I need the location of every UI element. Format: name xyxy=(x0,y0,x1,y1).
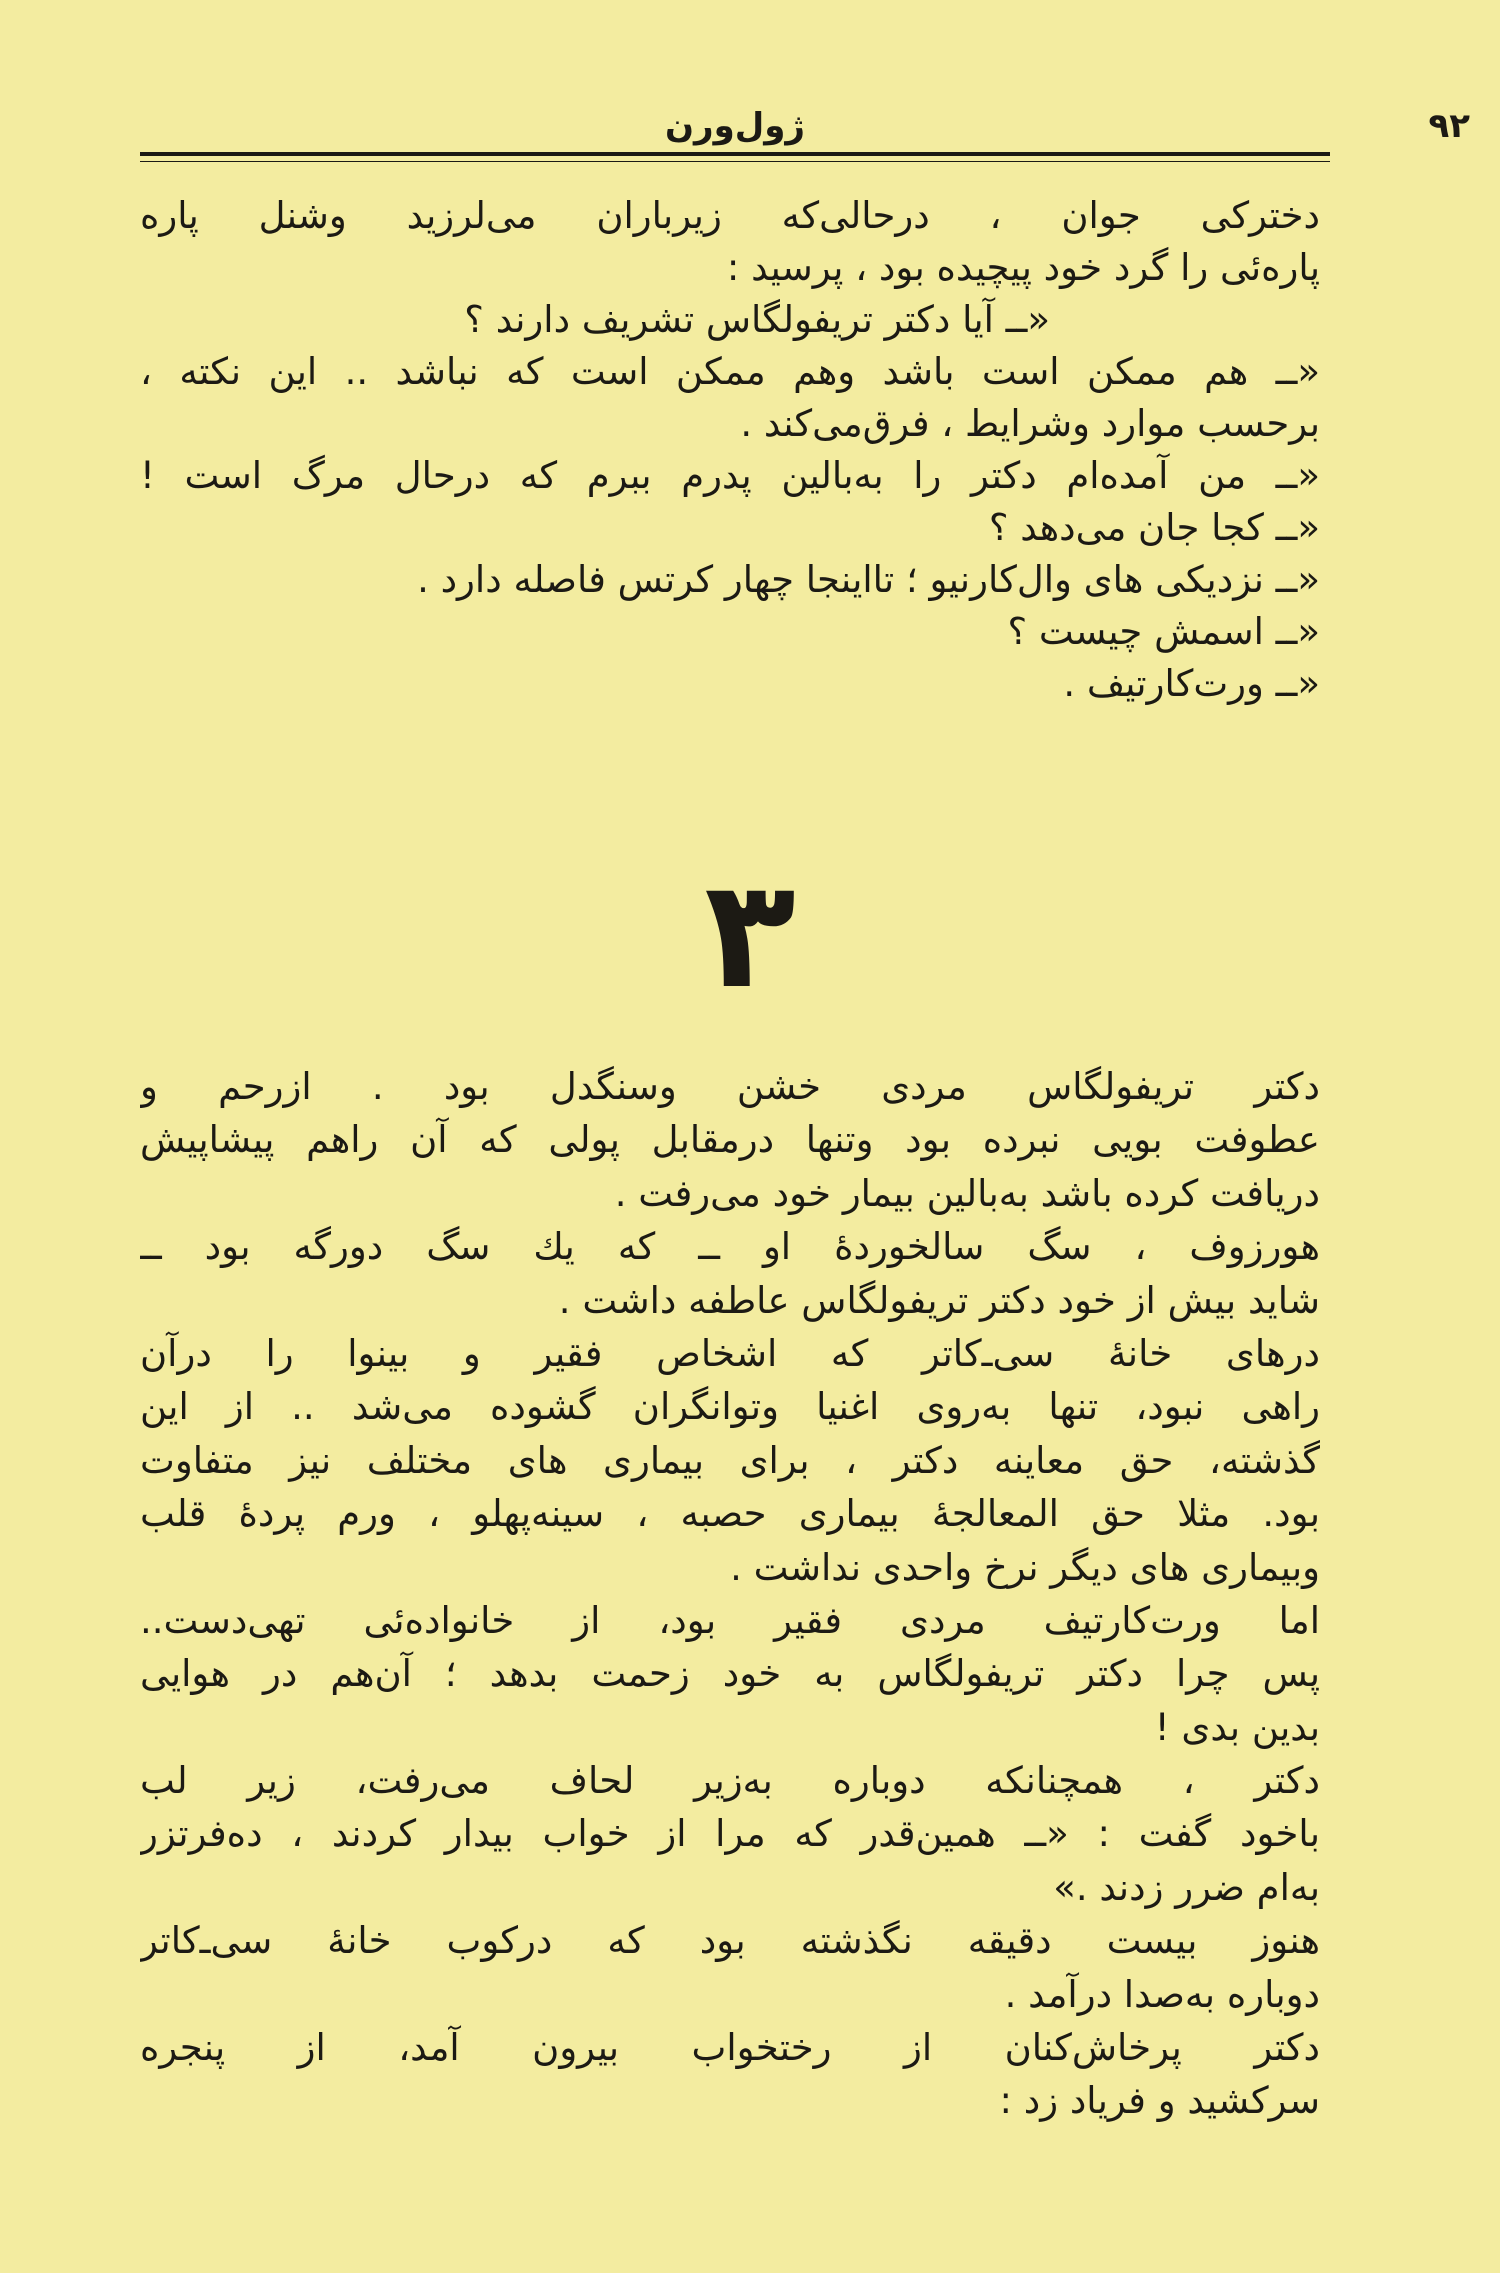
text-line: راهی نبود، تنها به‌روی اغنیا وتوانگران گشوده می‌شد .. از این xyxy=(140,1385,1320,1429)
book-title: ژول‌ورن xyxy=(665,106,805,146)
text-line: دکتر پرخاش‌کنان از رختخواب بیرون آمد، از پنجره xyxy=(140,2026,1320,2070)
text-line: گذشته، حق معاینه دکتر ، برای بیماری های مختلف نیز متفاوت xyxy=(140,1438,1320,1482)
text-line: برحسب موارد وشرایط ، فرق‌می‌کند . xyxy=(740,402,1320,445)
text-line: عطوفت بویی نبرده بود وتنها درمقابل پولی که آن راهم پیشاپیش xyxy=(140,1118,1320,1162)
text-line: بدین بدی ! xyxy=(1154,1705,1320,1749)
text-line: وبیماری های دیگر نرخ واحدی نداشت . xyxy=(730,1545,1320,1589)
text-line: به‌ام ضرر زدند .» xyxy=(1053,1865,1320,1909)
text-line: اما ورت‌کارتیف مردی فقیر بود، از خانواده‌ئی تهی‌دست.. xyxy=(140,1598,1320,1642)
text-line: دخترکی جوان ، درحالی‌که زیرباران می‌لرزید وشنل پاره xyxy=(140,194,1320,237)
text-line: «ــ کجا جان می‌دهد ؟ xyxy=(988,506,1320,549)
text-line: «ــ من آمده‌ام دکتر را به‌بالین پدرم ببرم که درحال مرگ است ! xyxy=(140,454,1320,497)
text-line: پاره‌ئی را گرد خود پیچیده بود ، پرسید : xyxy=(726,246,1320,289)
text-line: دکتر ، همچنانکه دوباره به‌زیر لحاف می‌رفت، زیر لب xyxy=(140,1759,1320,1803)
text-line: بود. مثلا حق المعالجهٔ بیماری حصبه ، سینه‌پهلو ، ورم پردهٔ قلب xyxy=(140,1492,1320,1536)
text-line: پس چرا دکتر تریفولگاس به خود زحمت بدهد ؛ آن‌هم در هوایی xyxy=(140,1652,1320,1696)
chapter-number: ۳ xyxy=(704,848,796,1022)
running-head xyxy=(140,100,1470,150)
text-line: دکتر تریفولگاس مردی خشن وسنگدل بود . ازرحم و xyxy=(140,1065,1320,1108)
text-line: «ــ هم ممکن است باشد وهم ممکن است که نباشد .. این نکته ، xyxy=(140,350,1320,393)
text-line: شاید بیش از خود دکتر تریفولگاس عاطفه داشت . xyxy=(558,1278,1320,1322)
text-line: هنوز بیست دقیقه نگذشته بود که درکوب خانهٔ سی‌ـ‌کاتر xyxy=(140,1919,1320,1963)
text-line: سرکشید و فریاد زد : xyxy=(999,2079,1320,2123)
text-line: باخود گفت : «ــ همین‌قدر که مرا از خواب بیدار کردند ، ده‌فرتزر xyxy=(140,1812,1320,1856)
page-number: ۹۲ xyxy=(1428,106,1470,146)
text-line: دوباره به‌صدا درآمد . xyxy=(1004,1972,1320,2016)
text-line: «ــ آیا دکتر تریفولگاس تشریف دارند ؟ xyxy=(464,298,1050,341)
dialogue-block xyxy=(140,190,1320,710)
text-line: «ــ نزدیکی های وال‌کارنیو ؛ تااینجا چهار کرتس فاصله دارد . xyxy=(417,558,1320,601)
text-line: هورزوف ، سگ سالخوردهٔ او ــ که یك سگ دورگه بود ــ xyxy=(140,1225,1320,1269)
text-line: «ــ اسمش چیست ؟ xyxy=(1007,610,1320,653)
chapter-text-block xyxy=(140,1060,1320,2128)
text-line: درهای خانهٔ سی‌ـ‌کاتر که اشخاص فقیر و بینوا را درآن xyxy=(140,1331,1320,1375)
text-line: دریافت کرده باشد به‌بالین بیمار خود می‌رفت . xyxy=(614,1171,1320,1215)
header-rule-thin xyxy=(140,161,1330,162)
text-line: «ــ ورت‌کارتیف . xyxy=(1063,662,1320,705)
header-rule-thick xyxy=(140,152,1330,156)
